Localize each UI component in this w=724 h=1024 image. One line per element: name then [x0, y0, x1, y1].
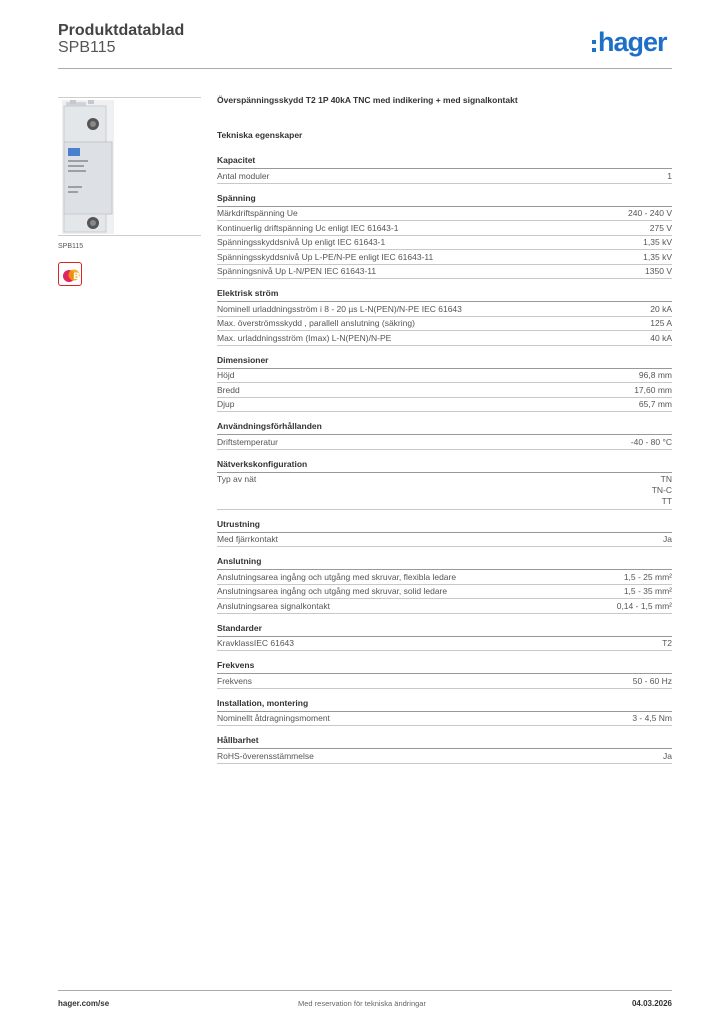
spec-value: 40 kA — [650, 332, 672, 343]
section-title: Utrustning — [217, 519, 672, 533]
footer-website-link[interactable]: hager.com/se — [58, 999, 110, 1008]
spec-value: 1350 V — [645, 266, 672, 277]
spec-section — [217, 421, 672, 450]
spec-row — [217, 712, 672, 727]
spec-section — [217, 288, 672, 346]
spec-label: Max. överströmsskydd , parallell anslutning (säkring) — [217, 318, 415, 329]
svg-text:B: B — [73, 272, 80, 282]
section-title: Frekvens — [217, 660, 672, 674]
spec-label: Spänningsskyddsnivå Up enligt IEC 61643-1 — [217, 237, 386, 248]
spec-label: Driftstemperatur — [217, 436, 278, 447]
spec-label: RoHS-överensstämmelse — [217, 750, 314, 761]
spec-label: Antal moduler — [217, 170, 270, 181]
section-title: Kapacitet — [217, 155, 672, 169]
spec-section — [217, 698, 672, 727]
spec-section — [217, 355, 672, 413]
spec-row — [217, 250, 672, 265]
spec-section — [217, 519, 672, 548]
spec-label: Med fjärrkontakt — [217, 534, 278, 545]
spec-row — [217, 533, 672, 548]
spec-value: -40 - 80 °C — [630, 436, 672, 447]
product-code: SPB115 — [58, 39, 116, 56]
product-image-caption: SPB115 — [58, 243, 84, 250]
spec-value: 96,8 mm — [638, 370, 672, 381]
recycle-badge-icon — [58, 262, 82, 286]
section-title: Standarder — [217, 623, 672, 637]
footer-disclaimer: Med reservation för tekniska ändringar — [298, 999, 426, 1008]
spec-content — [217, 95, 672, 773]
spec-row — [217, 236, 672, 251]
page-title: Produktdatablad — [58, 22, 185, 39]
spec-row — [217, 221, 672, 236]
spec-value: 240 - 240 V — [628, 208, 672, 219]
section-title: Anslutning — [217, 556, 672, 570]
spec-value: 17,60 mm — [634, 384, 672, 395]
spec-label: KravklassIEC 61643 — [217, 638, 295, 649]
spec-label: Märkdriftspänning Ue — [217, 208, 298, 219]
spec-value: Ja — [663, 750, 672, 761]
spec-row — [217, 585, 672, 600]
spec-row — [217, 398, 672, 413]
spec-label: Djup — [217, 399, 235, 410]
spec-label: Nominellt åtdragningsmoment — [217, 713, 330, 724]
spec-label: Höjd — [217, 370, 235, 381]
spec-value: 1,5 - 35 mm² — [623, 586, 672, 597]
spec-section — [217, 459, 672, 510]
spec-row — [217, 570, 672, 585]
section-title: Hållbarhet — [217, 735, 672, 749]
spec-section — [217, 155, 672, 184]
section-title: Spänning — [217, 193, 672, 207]
spec-value-line: TN-C — [651, 484, 672, 495]
spec-value: 0,14 - 1,5 mm² — [616, 600, 672, 611]
spec-row — [217, 435, 672, 450]
spec-label: Kontinuerlig driftspänning Uc enligt IEC 61643-1 — [217, 222, 399, 233]
section-title: Elektrisk ström — [217, 288, 672, 302]
product-image — [58, 97, 201, 236]
spec-label: Typ av nät — [217, 473, 257, 484]
spec-label: Spänningsnivå Up L-N/PEN IEC 61643-11 — [217, 266, 377, 277]
spec-section — [217, 193, 672, 280]
spec-row — [217, 473, 672, 510]
spec-row — [217, 599, 672, 614]
spec-row — [217, 674, 672, 689]
spec-section — [217, 623, 672, 652]
spec-row — [217, 749, 672, 764]
spec-row — [217, 207, 672, 222]
section-title: Dimensioner — [217, 355, 672, 369]
spec-value: Ja — [663, 534, 672, 545]
spec-value: 1,35 kV — [643, 251, 672, 262]
logo-dots-icon — [592, 40, 596, 52]
surge-protector-icon — [58, 98, 201, 237]
spec-label: Anslutningsarea signalkontakt — [217, 600, 330, 611]
spec-label: Anslutningsarea ingång och utgång med skruvar, flexibla ledare — [217, 571, 457, 582]
spec-row — [217, 265, 672, 280]
header-divider — [58, 68, 672, 69]
section-title: Installation, montering — [217, 698, 672, 712]
spec-section — [217, 556, 672, 614]
spec-label: Max. urladdningsström (Imax) L-N(PEN)/N-PE — [217, 332, 392, 343]
spec-row — [217, 331, 672, 346]
spec-row — [217, 383, 672, 398]
section-title: Nätverkskonfiguration — [217, 459, 672, 473]
spec-value-line: TT — [661, 495, 672, 506]
spec-row — [217, 637, 672, 652]
spec-label: Anslutningsarea ingång och utgång med skruvar, solid ledare — [217, 586, 448, 597]
spec-label: Bredd — [217, 384, 240, 395]
spec-row — [217, 169, 672, 184]
spec-section — [217, 660, 672, 689]
spec-value: 125 A — [650, 318, 672, 329]
spec-value — [652, 474, 672, 507]
spec-value: 65,7 mm — [638, 399, 672, 410]
footer-date: 04.03.2026 — [631, 999, 672, 1008]
spec-section — [217, 735, 672, 764]
spec-value: 3 - 4,5 Nm — [632, 713, 672, 724]
section-title: Användningsförhållanden — [217, 421, 672, 435]
spec-value: 1,5 - 25 mm² — [623, 571, 672, 582]
logo-text: hager — [598, 27, 667, 57]
spec-value: 275 V — [649, 222, 672, 233]
spec-value-line: TN — [660, 473, 672, 484]
spec-label: Frekvens — [217, 675, 252, 686]
spec-sections — [217, 155, 672, 764]
tech-specs-title: Tekniska egenskaper — [217, 130, 303, 140]
spec-value: T2 — [662, 638, 672, 649]
footer-divider — [58, 990, 672, 991]
product-description: Överspänningsskydd T2 1P 40kA TNC med indikering + med signalkontakt — [217, 95, 518, 105]
spec-value: 1,35 kV — [643, 237, 672, 248]
hager-logo[interactable] — [592, 27, 667, 58]
spec-row — [217, 302, 672, 317]
spec-row — [217, 369, 672, 384]
spec-label: Spänningsskyddsnivå Up L-PE/N-PE enligt IEC 61643-11 — [217, 251, 434, 262]
spec-value: 50 - 60 Hz — [632, 675, 672, 686]
spec-value: 20 kA — [650, 303, 672, 314]
spec-row — [217, 317, 672, 332]
spec-label: Nominell urladdningsström i 8 - 20 µs L-N(PEN)/N-PE IEC 61643 — [217, 303, 462, 314]
spec-value: 1 — [667, 170, 672, 181]
